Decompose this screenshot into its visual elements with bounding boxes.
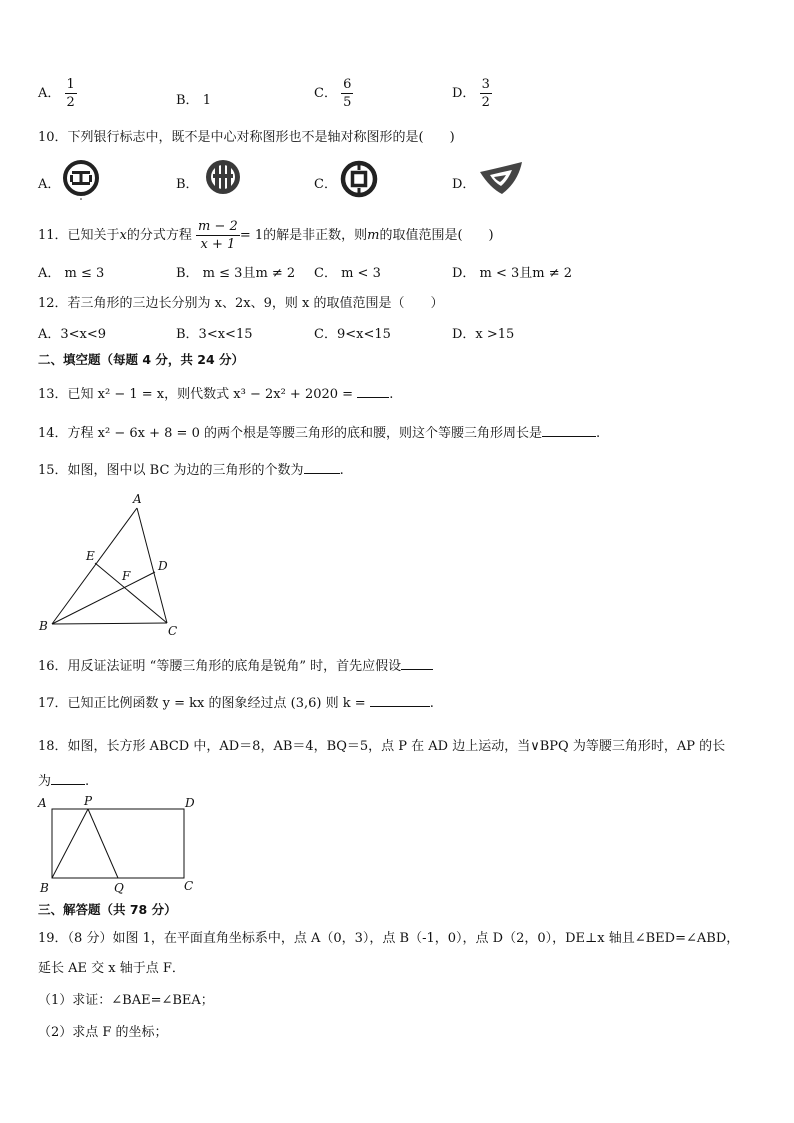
q9-c-numerator: 6 <box>343 77 352 92</box>
q9-d-numerator: 3 <box>481 77 490 92</box>
q17-text: 17．已知正比例函数 y = kx 的图象经过点 (3,6) 则 k = <box>38 696 370 711</box>
q11-stem-mid: 的分式方程 <box>126 228 192 243</box>
q9-a-fraction <box>65 78 77 109</box>
q16-text: 16．用反证法证明 “等腰三角形的底角是锐角” 时，首先应假设 <box>38 659 402 674</box>
q11-var-m: m <box>367 228 380 243</box>
label-p: P <box>84 794 93 808</box>
q9-d-denominator: 2 <box>481 95 490 110</box>
label-q: Q <box>114 881 124 895</box>
q12-option-b: B．3<x<15 <box>176 327 253 342</box>
q14-text: 14．方程 x² − 6x + 8 = 0 的两个根是等腰三角形的底和腰，则这个等腰三角形周长是 <box>38 426 542 441</box>
q11-option-c: C． m < 3 <box>314 266 381 281</box>
section-2-heading: 二、填空题（每题 4 分，共 24 分） <box>38 352 245 367</box>
q13-answer-blank[interactable] <box>357 385 389 398</box>
label-d: D <box>158 559 168 573</box>
q9-option-d <box>452 78 492 109</box>
q19-line1: 19．（8 分）如图 1，在平面直角坐标系中，点 A（0，3），点 B（-1，0），点 D（2，0），DE⊥x 轴且∠BED=∠ABD， <box>38 931 740 946</box>
q12-option-c: C．9<x<15 <box>314 327 391 342</box>
q18-end: . <box>85 774 90 789</box>
segment-ce <box>95 563 167 623</box>
q9-option-b <box>176 89 211 108</box>
q13-end: . <box>389 387 394 402</box>
segment-pq <box>88 809 118 878</box>
q15-answer-blank[interactable] <box>304 461 340 474</box>
label-b: B <box>40 881 49 895</box>
q11-eq: = 1 <box>239 228 264 243</box>
q11-stem-end: 的取值范围是( ) <box>379 228 494 243</box>
q17-answer-blank[interactable] <box>370 694 430 707</box>
q9-d-fraction <box>480 78 492 109</box>
q16 <box>38 655 433 674</box>
q15 <box>38 459 344 478</box>
q9-a-numerator: 1 <box>66 77 75 92</box>
q10-a-label: A． <box>38 177 61 192</box>
q11-frac-numerator: m − 2 <box>198 219 238 234</box>
q18-answer-blank[interactable] <box>51 772 85 785</box>
q10-c-label: C． <box>314 177 337 192</box>
q15-end: . <box>339 463 344 478</box>
segment-bd <box>52 572 155 624</box>
q11-frac-denominator: x + 1 <box>200 237 236 252</box>
bank-logo-b-icon <box>202 156 244 198</box>
label-c: C <box>168 624 178 638</box>
q11-fraction <box>196 220 240 251</box>
label-b: B <box>39 619 48 633</box>
q11-var-x: x <box>119 228 127 243</box>
q17-end: . <box>429 696 434 711</box>
label-a: A <box>133 492 142 506</box>
q9-c-label: C． <box>314 86 337 101</box>
q9-option-c <box>314 78 353 109</box>
side-ba <box>52 508 137 624</box>
q11-option-a: A． m ≤ 3 <box>38 266 105 281</box>
label-f: F <box>122 569 131 583</box>
q19-part1: （1）求证：∠BAE=∠BEA； <box>38 993 214 1008</box>
q9-c-denominator: 5 <box>343 95 352 110</box>
q13 <box>38 383 393 402</box>
label-e: E <box>86 549 95 563</box>
label-a: A <box>38 796 47 810</box>
q14-answer-blank[interactable] <box>542 424 596 437</box>
q12-option-a: A．3<x<9 <box>38 327 107 342</box>
q9-c-fraction <box>341 78 353 109</box>
q19-line2: 延长 AE 交 x 轴于点 F． <box>38 961 185 976</box>
q15-text: 15．如图，图中以 BC 为边的三角形的个数为 <box>38 463 304 478</box>
q16-answer-blank[interactable] <box>401 657 433 670</box>
q11-option-b: B． m ≤ 3且m ≠ 2 <box>176 266 296 281</box>
q11-stem <box>38 220 494 251</box>
q11-option-d: D． m < 3且m ≠ 2 <box>452 266 573 281</box>
side-bc <box>52 623 167 624</box>
q9-option-a <box>38 78 77 109</box>
q10-d-label: D． <box>452 177 476 192</box>
q10-b-label: B． <box>176 177 199 192</box>
q11-stem-pre: 11．已知关于 <box>38 228 120 243</box>
bank-logo-a-icon <box>60 158 102 200</box>
q9-d-label: D． <box>452 86 476 101</box>
q14 <box>38 422 600 441</box>
bank-logo-d-icon <box>478 158 526 200</box>
q13-text: 13．已知 x² − 1 = x，则代数式 x³ − 2x² + 2020 = <box>38 387 358 402</box>
q9-b-value: 1 <box>202 93 211 108</box>
q18-line2 <box>38 770 89 789</box>
q15-triangle-figure <box>36 490 186 640</box>
q19-part2: （2）求点 F 的坐标； <box>38 1025 168 1040</box>
segment-bp <box>52 809 88 878</box>
q11-stem-post: 的解是非正数，则 <box>263 228 368 243</box>
q18-line1: 18．如图，长方形 ABCD 中，AD＝8，AB＝4，BQ＝5，点 P 在 AD 边上运动，当∨BPQ 为等腰三角形时，AP 的长 <box>38 739 726 754</box>
q9-b-label: B． <box>176 93 199 108</box>
rectangle-abcd <box>52 809 184 878</box>
q17 <box>38 692 434 711</box>
q14-end: . <box>595 426 601 441</box>
section-3-heading: 三、解答题（共 78 分） <box>38 902 177 917</box>
q9-a-denominator: 2 <box>66 95 75 110</box>
q18-rectangle-figure <box>36 792 206 898</box>
label-d: D <box>185 796 195 810</box>
q18-line2-text: 为 <box>38 774 52 789</box>
q12-option-d: D．x >15 <box>452 327 515 342</box>
bank-logo-c-icon <box>338 158 380 200</box>
q10-stem: 10．下列银行标志中，既不是中心对称图形也不是轴对称图形的是( ) <box>38 130 455 145</box>
label-c: C <box>184 879 194 893</box>
q12-stem: 12．若三角形的三边长分别为 x、2x、9，则 x 的取值范围是（ ） <box>38 296 444 311</box>
q9-a-label: A． <box>38 86 61 101</box>
